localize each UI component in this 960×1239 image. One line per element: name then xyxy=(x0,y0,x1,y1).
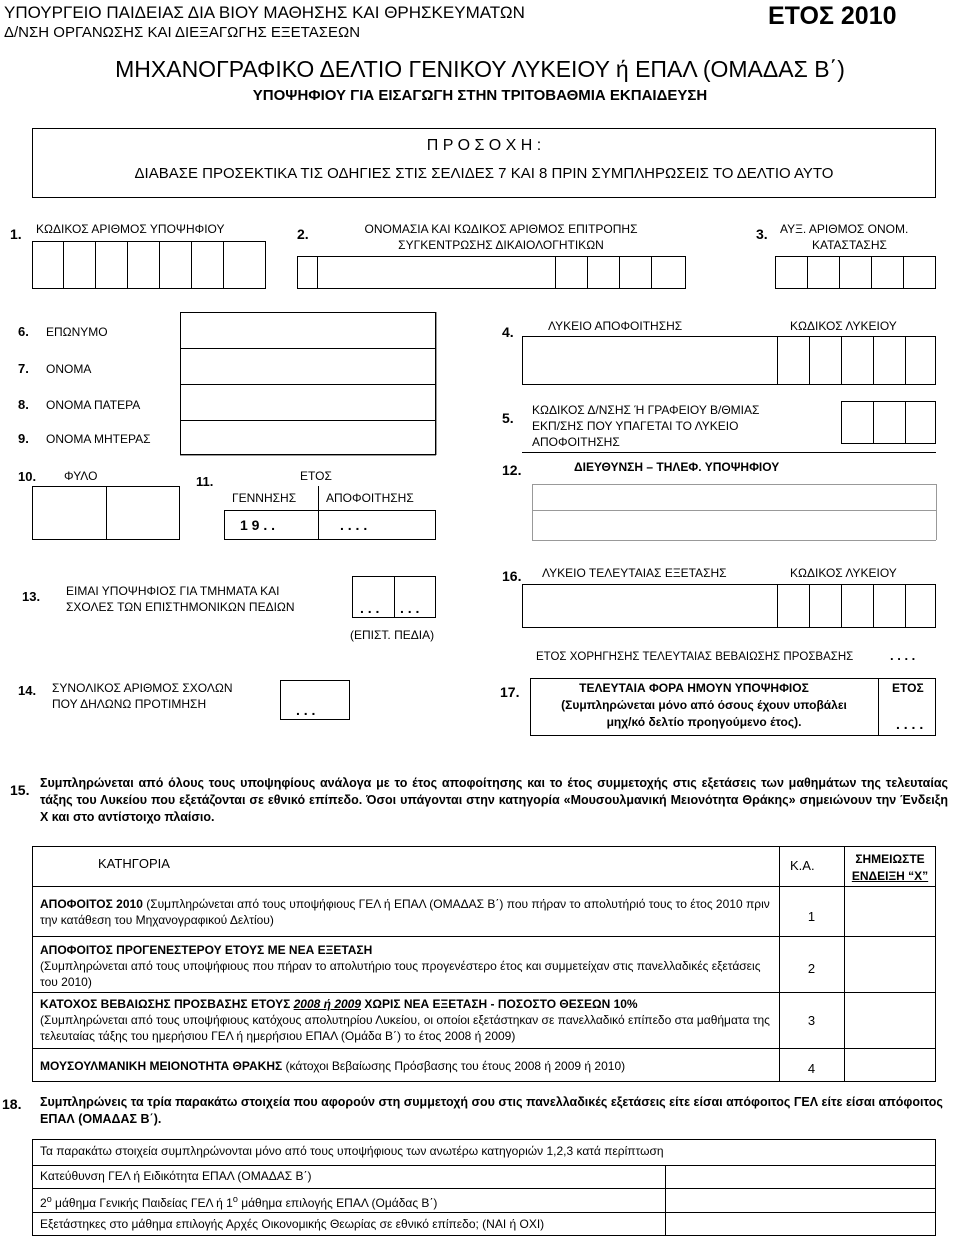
field-2-label-line1: ΟΝΟΜΑΣΙΑ ΚΑΙ ΚΩΔΙΚΟΣ ΑΡΙΘΜΟΣ ΕΠΙΤΡΟΠΗΣ xyxy=(364,222,638,236)
field-7-number: 7. xyxy=(18,361,29,376)
field-10-number: 10. xyxy=(18,469,37,484)
category-row-4-code: 4 xyxy=(807,1061,816,1076)
scientific-field-2-value: . . . xyxy=(400,600,420,616)
category-row-3-desc: (Συμπληρώνεται από τους υποψήφιους κατόχους απολυτηρίου Λυκείου, οι οποίοι εξετάστηκαν σε πανελλαδικό επίπεδο στα μαθήματα της τελευταίας τάξης του ημερήσιου ΓΕΛ ή ημερήσιου ΕΠΑΛ (Ομάδα Β΄) το έτος 2008 ή 2009) xyxy=(40,1013,770,1043)
category-row-4-desc: (κάτοχοι Βεβαίωσης Πρόσβασης του έτους 2008 ή 2009 ή 2010) xyxy=(282,1059,626,1073)
field-14-label-line2: ΠΟΥ ΔΗΛΩΝΩ ΠΡΟΤΙΜΗΣΗ xyxy=(52,697,207,711)
category-row-3-mark[interactable] xyxy=(852,998,928,1042)
field-3-number: 3. xyxy=(756,226,768,242)
directorate-code-boxes[interactable] xyxy=(841,401,936,444)
field-16-year-value[interactable]: . . . . xyxy=(890,648,916,663)
exam-details-intro: Τα παρακάτω στοιχεία συμπληρώνονται μόνο από τους υποψήφιους των ανωτέρω κατηγοριών 1,2,3 κατά περίπτωση xyxy=(40,1144,664,1158)
section-18-number: 18. xyxy=(2,1096,22,1112)
field-5-label-line2: ΕΚΠ/ΣΗΣ ΠΟΥ ΥΠΑΓΕΤΑΙ ΤΟ ΛΥΚΕΙΟ xyxy=(532,419,739,433)
form-title: ΜΗΧΑΝΟΓΡΑΦΙΚΟ ΔΕΛΤΙΟ ΓΕΝΙΚΟΥ ΛΥΚΕΙΟΥ ή ΕΠΑΛ (ΟΜΑΔΑΣ Β΄) xyxy=(115,56,845,82)
exam-details-row-3-label: Εξετάστηκες στο μάθημα επιλογής Αρχές Οικονομικής Θεωρίας σε εθνικό επίπεδο; (ΝΑΙ ή ΟΧΙ) xyxy=(40,1217,545,1231)
field-13-number: 13. xyxy=(22,589,41,604)
category-row-3-text xyxy=(40,996,780,1044)
category-column-header: ΚΑΤΗΓΟΡΙΑ xyxy=(98,856,170,871)
last-candidacy-box[interactable] xyxy=(530,678,936,736)
category-row-1-mark[interactable] xyxy=(852,894,928,928)
birth-year-label: ΓΕΝΝΗΣΗΣ xyxy=(232,491,297,505)
birth-year-value: 1 9 . . xyxy=(240,517,276,533)
field-13-label-line1: ΕΙΜΑΙ ΥΠΟΨΗΦΙΟΣ ΓΙΑ ΤΜΗΜΑΤΑ ΚΑΙ xyxy=(66,584,280,598)
field-4-number: 4. xyxy=(502,324,514,340)
category-row-3-title-a: ΚΑΤΟΧΟΣ ΒΕΒΑΙΩΣΗΣ ΠΡΟΣΒΑΣΗΣ ΕΤΟΥΣ xyxy=(40,997,294,1011)
row-2-number-a: 2 xyxy=(40,1196,47,1210)
form-subtitle: ΥΠΟΨΗΦΙΟΥ ΓΙΑ ΕΙΣΑΓΩΓΗ ΣΤΗΝ ΤΡΙΤΟΒΑΘΜΙΑ ΕΚΠΑΙΔΕΥΣΗ xyxy=(252,87,708,104)
category-row-2-title: ΑΠΟΦΟΙΤΟΣ ΠΡΟΓΕΝΕΣΤΕΡΟΥ ΕΤΟΥΣ ΜΕ ΝΕΑ ΕΞΕΤΑΣΗ xyxy=(40,943,373,957)
category-row-3-code: 3 xyxy=(807,1013,816,1028)
exam-details-row-3-input[interactable] xyxy=(666,1213,935,1235)
category-row-3-title-years: 2008 ή 2009 xyxy=(293,997,362,1011)
exam-details-row-2-input[interactable] xyxy=(666,1189,935,1211)
field-12-label: ΔΙΕΥΘΥΝΣΗ – ΤΗΛΕΦ. ΥΠΟΨΗΦΙΟΥ xyxy=(574,460,780,474)
field-16-label: ΛΥΚΕΙΟ ΤΕΛΕΥΤΑΙΑΣ ΕΞΕΤΑΣΗΣ xyxy=(542,566,727,580)
field-7-label: ΟΝΟΜΑ xyxy=(46,362,92,376)
field-14-number: 14. xyxy=(18,683,37,698)
category-row-2-desc: (Συμπληρώνεται από τους υποψήφιους που πήραν το απολυτήριο τους προγενέστερο έτος και συμμετείχαν στις πανελλαδικές εξετάσεις του 2010) xyxy=(40,959,761,989)
total-schools-value: . . . xyxy=(296,702,316,718)
field-13-label-line2: ΣΧΟΛΕΣ ΤΩΝ ΕΠΙΣΤΗΜΟΝΙΚΩΝ ΠΕΔΙΩΝ xyxy=(66,600,295,614)
serial-number-boxes[interactable] xyxy=(775,256,936,289)
category-row-1-title: ΑΠΟΦΟΙΤΟΣ 2010 xyxy=(40,897,143,911)
row-2-text-c: μάθημα επιλογής ΕΠΑΛ (Ομάδας Β΄) xyxy=(237,1196,438,1210)
row-2-sup-b: ο xyxy=(232,1194,238,1204)
field-17-label-line3: μηχ/κό δελτίο προηγούμενο έτος). xyxy=(606,715,802,729)
scientific-fields-note: (ΕΠΙΣΤ. ΠΕΔΙΑ) xyxy=(350,628,435,642)
year-title: ΕΤΟΣ 2010 xyxy=(768,2,897,30)
field-8-label: ΟΝΟΜΑ ΠΑΤΕΡΑ xyxy=(46,398,141,412)
category-row-4-text xyxy=(40,1058,774,1074)
mark-column-header-line1: ΣΗΜΕΙΩΣΤΕ xyxy=(855,852,925,866)
category-row-1-desc: (Συμπληρώνεται από τους υποψήφιους ΓΕΛ ή ΕΠΑΛ (ΟΜΑΔΑΣ Β΄) που πήραν το απολυτήριό τους το έτος 2010 πριν την κατάθεση του Μηχανογραφικού Δελτίου) xyxy=(40,897,770,927)
exam-details-row-2-label xyxy=(40,1194,437,1211)
exam-details-row-1-label: Κατεύθυνση ΓΕΛ ή Ειδικότητα ΕΠΑΛ (ΟΜΑΔΑΣ Β΄) xyxy=(40,1169,312,1183)
field-11-number: 11. xyxy=(196,474,214,489)
field-2-label-line2: ΣΥΓΚΕΝΤΡΩΣΗΣ ΔΙΚΑΙΟΛΟΓΗΤΙΚΩΝ xyxy=(398,238,604,252)
notice-heading: Π Ρ Ο Σ Ο Χ Η : xyxy=(426,137,542,154)
category-row-4-mark[interactable] xyxy=(852,1052,928,1078)
notice-text: ΔΙΑΒΑΣΕ ΠΡΟΣΕΚΤΙΚΑ ΤΙΣ ΟΔΗΓΙΕΣ ΣΤΙΣ ΣΕΛΙΔΕΣ 7 ΚΑΙ 8 ΠΡΙΝ ΣΥΜΠΛΗΡΩΣΕΙΣ ΤΟ ΔΕΛΤΙΟ ΑΥΤΟ xyxy=(134,165,834,182)
field-1-number: 1. xyxy=(10,226,22,242)
section-15-number: 15. xyxy=(10,782,30,798)
category-row-3-title-b: ΧΩΡΙΣ ΝΕΑ ΕΞΕΤΑΣΗ - ΠΟΣΟΣΤΟ ΘΕΣΕΩΝ 10% xyxy=(361,997,638,1011)
field-2-number: 2. xyxy=(297,226,309,242)
row-2-text-b: μάθημα Γενικής Παιδείας ΓΕΛ ή 1 xyxy=(51,1196,233,1210)
category-row-2-code: 2 xyxy=(807,961,816,976)
field-17-year-value[interactable]: . . . . xyxy=(896,716,924,732)
field-17-year-label: ΕΤΟΣ xyxy=(892,681,924,695)
exam-details-row-1-input[interactable] xyxy=(666,1166,935,1187)
field-1-label: ΚΩΔΙΚΟΣ ΑΡΙΘΜΟΣ ΥΠΟΨΗΦΙΟΥ xyxy=(36,222,225,236)
mark-column-header-line2: ΕΝΔΕΙΞΗ “Χ” xyxy=(851,869,929,883)
field-14-label-line1: ΣΥΝΟΛΙΚΟΣ ΑΡΙΘΜΟΣ ΣΧΟΛΩΝ xyxy=(52,681,233,695)
section-18-text: Συμπληρώνεις τα τρία παρακάτω στοιχεία που αφορούν στη συμμετοχή σου στις πανελλαδικές εξετάσεις είτε είσαι απόφοιτος ΓΕΛ είτε είσαι απόφοιτος ΕΠΑΛ (ΟΜΑΔΑΣ Β΄). xyxy=(40,1095,943,1126)
field-6-label: ΕΠΩΝΥΜΟ xyxy=(46,325,108,339)
field-5-number: 5. xyxy=(502,410,514,426)
field-17-label-line2: (Συμπληρώνεται μόνο από όσους έχουν υποβάλει xyxy=(561,698,847,712)
scientific-field-1-value: . . . xyxy=(360,600,380,616)
field-5-label-line1: ΚΩΔΙΚΟΣ Δ/ΝΣΗΣ Ή ΓΡΑΦΕΙΟΥ Β/ΘΜΙΑΣ xyxy=(532,403,760,417)
candidate-code-boxes[interactable] xyxy=(32,241,266,289)
graduation-year-value: . . . . xyxy=(340,517,368,533)
code-column-header: Κ.Α. xyxy=(790,858,815,873)
field-16-year-label: ΕΤΟΣ ΧΟΡΗΓΗΣΗΣ ΤΕΛΕΥΤΑΙΑΣ ΒΕΒΑΙΩΣΗΣ ΠΡΟΣΒΑΣΗΣ xyxy=(536,651,854,663)
field-6-number: 6. xyxy=(18,324,29,339)
field-3-label-line2: ΚΑΤΑΣΤΑΣΗΣ xyxy=(812,238,887,252)
section-15-text: Συμπληρώνεται από όλους τους υποψηφίους ανάλογα με το έτος αποφοίτησης και το έτος συμμετοχής στις εξετάσεις των μαθημάτων της τελευταίας τάξης του Λυκείου που εξετάζονται σε εθνικό επίπεδο. Όσοι υπάγονται στην κατηγορία «Μουσουλμανική Μειονότητα Θράκης» σημειώνουν την Ένδειξη Χ και στο αντίστοιχο πλαίσιο. xyxy=(40,776,948,824)
field-11-label: ΕΤΟΣ xyxy=(300,469,332,483)
field-17-number: 17. xyxy=(500,684,520,700)
directorate-name: Δ/ΝΣΗ ΟΡΓΑΝΩΣΗΣ ΚΑΙ ΔΙΕΞΑΓΩΓΗΣ ΕΞΕΤΑΣΕΩΝ xyxy=(4,24,361,41)
category-row-1-text xyxy=(40,896,774,928)
field-16-number: 16. xyxy=(502,568,522,584)
field-16-code-label: ΚΩΔΙΚΟΣ ΛΥΚΕΙΟΥ xyxy=(790,566,897,580)
graduation-year-label: ΑΠΟΦΟΙΤΗΣΗΣ xyxy=(326,491,414,505)
category-row-2-mark[interactable] xyxy=(852,942,928,986)
category-row-4-title: ΜΟΥΣΟΥΛΜΑΝΙΚΗ ΜΕΙΟΝΟΤΗΤΑ ΘΡΑΚΗΣ xyxy=(40,1059,283,1073)
field-5-label-line3: ΑΠΟΦΟΙΤΗΣΗΣ xyxy=(532,435,620,449)
field-9-label: ΟΝΟΜΑ ΜΗΤΕΡΑΣ xyxy=(46,432,151,446)
field-4-label: ΛΥΚΕΙΟ ΑΠΟΦΟΙΤΗΣΗΣ xyxy=(548,319,683,333)
field-10-label: ΦΥΛΟ xyxy=(64,469,98,483)
field-8-number: 8. xyxy=(18,397,29,412)
category-row-1-code: 1 xyxy=(807,909,816,924)
field-12-number: 12. xyxy=(502,462,522,478)
field-9-number: 9. xyxy=(18,431,29,446)
ministry-name: ΥΠΟΥΡΓΕΙΟ ΠΑΙΔΕΙΑΣ ΔΙΑ ΒΙΟΥ ΜΑΘΗΣΗΣ ΚΑΙ ΘΡΗΣΚΕΥΜΑΤΩΝ xyxy=(4,3,525,22)
field-17-label-line1: ΤΕΛΕΥΤΑΙΑ ΦΟΡΑ ΗΜΟΥΝ ΥΠΟΨΗΦΙΟΣ xyxy=(579,681,809,695)
row-2-sup-a: ο xyxy=(46,1194,52,1204)
committee-code-boxes[interactable] xyxy=(297,256,686,289)
category-row-2-text xyxy=(40,942,774,990)
field-3-label-line1: ΑΥΞ. ΑΡΙΘΜΟΣ ΟΝΟΜ. xyxy=(780,222,909,236)
field-4-code-label: ΚΩΔΙΚΟΣ ΛΥΚΕΙΟΥ xyxy=(790,319,897,333)
